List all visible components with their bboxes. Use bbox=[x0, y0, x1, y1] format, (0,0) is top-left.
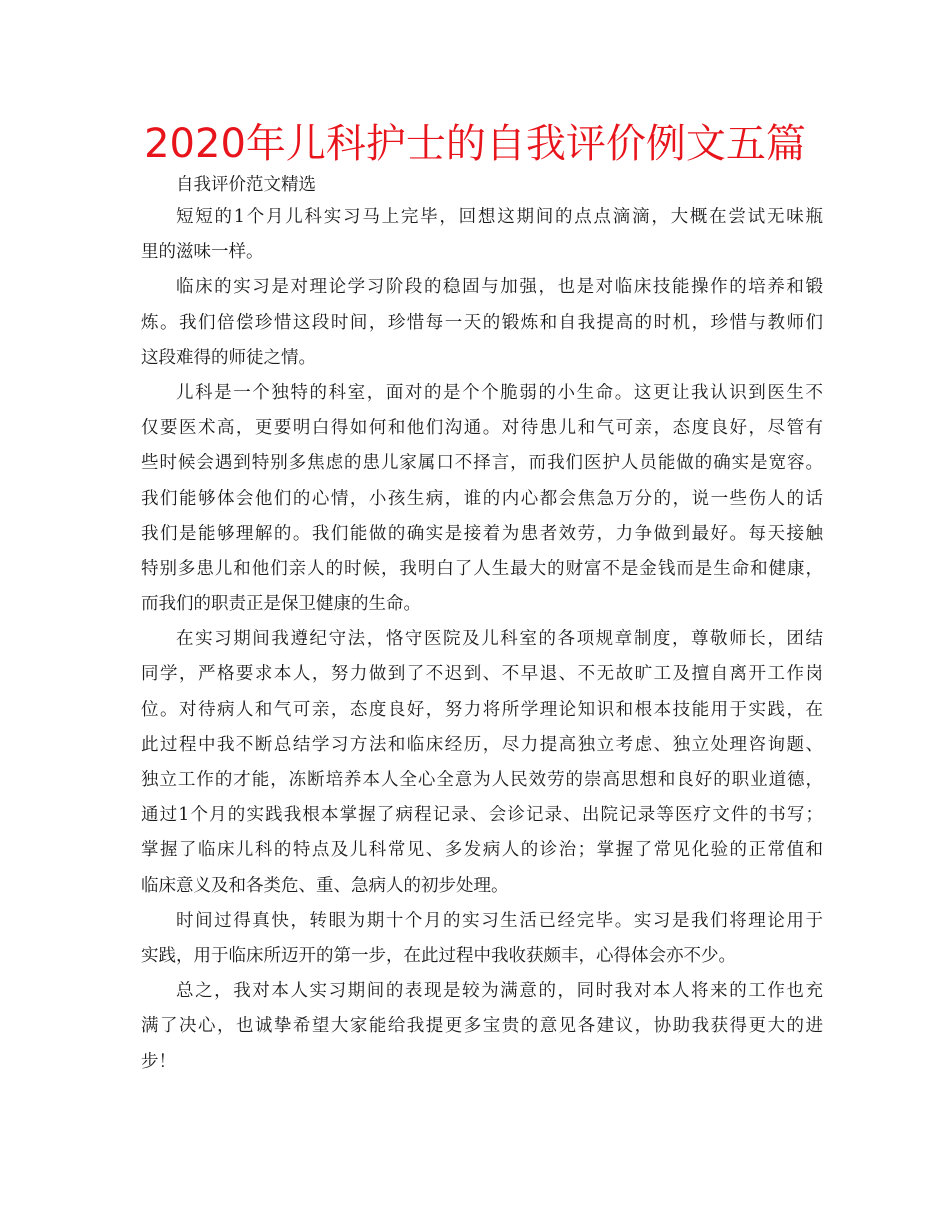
paragraph-line: 步！ bbox=[141, 1051, 176, 1072]
paragraph-line: 实践，用于临床所迈开的第一步，在此过程中我收获颇丰，心得体会亦不少。 bbox=[141, 945, 736, 966]
paragraph-line: 独立工作的才能，冻断培养本人全心全意为人民效劳的崇高思想和良好的职业道德， bbox=[141, 770, 823, 790]
paragraph-line: 炼。我们倍偿珍惜这段时间，珍惜每一天的锻炼和自我提高的时机，珍惜与教师们 bbox=[141, 312, 823, 333]
paragraph-line: 些时候会遇到特别多焦虑的患儿家属口不择言，而我们医护人员能做的确实是宽容。 bbox=[141, 453, 823, 474]
paragraph-line: 临床的实习是对理论学习阶段的稳固与加强，也是对临床技能操作的培养和锻 bbox=[176, 277, 823, 298]
paragraph-line: 我们是能够理解的。我们能做的确实是接着为患者效劳，力争做到最好。每天接触 bbox=[141, 523, 823, 544]
paragraph-line: 我们能够体会他们的心情，小孩生病，谁的内心都会焦急万分的，说一些伤人的话 bbox=[141, 488, 823, 509]
paragraph-line: 这段难得的师徒之情。 bbox=[141, 347, 316, 368]
paragraph-line: 临床意义及和各类危、重、急病人的初步处理。 bbox=[141, 875, 509, 896]
paragraph-line: 特别多患儿和他们亲人的时候，我明白了人生最大的财富不是金钱而是生命和健康， bbox=[141, 558, 823, 579]
paragraph bbox=[141, 904, 823, 974]
paragraph-line: 同学，严格要求本人，努力做到了不迟到、不早退、不无故旷工及擅自离开工作岗 bbox=[141, 664, 823, 685]
paragraph-line: 通过1个月的实践我根本掌握了病程记录、会诊记录、出院记录等医疗文件的书写； bbox=[141, 805, 823, 826]
paragraph-line: 仅要医术高，更要明白得如何和他们沟通。对待患儿和气可亲，态度良好，尽管有 bbox=[141, 418, 823, 439]
paragraph-line: 里的滋味一样。 bbox=[141, 242, 264, 263]
paragraph-line: 总之，我对本人实习期间的表现是较为满意的，同时我对本人将来的工作也充 bbox=[176, 981, 823, 1002]
paragraph bbox=[141, 376, 823, 622]
paragraph bbox=[141, 270, 823, 376]
document-body bbox=[141, 170, 823, 1080]
paragraph-line: 掌握了临床儿科的特点及儿科常见、多发病人的诊治；掌握了常见化验的正常值和 bbox=[141, 840, 823, 861]
paragraph-line: 短短的1个月儿科实习马上完毕，回想这期间的点点滴滴，大概在尝试无味瓶 bbox=[176, 207, 823, 227]
document-subtitle: 自我评价范文精选 bbox=[176, 175, 316, 195]
paragraph-line: 位。对待病人和气可亲，态度良好，努力将所学理论知识和根本技能用于实践，在 bbox=[141, 699, 823, 720]
document-title: 2020年儿科护士的自我评价例文五篇 bbox=[144, 121, 806, 167]
paragraph-line: 在实习期间我遵纪守法，恪守医院及儿科室的各项规章制度，尊敬师长，团结 bbox=[176, 629, 823, 650]
paragraph-line: 时间过得真快，转眼为期十个月的实习生活已经完毕。实习是我们将理论用于 bbox=[176, 910, 823, 931]
paragraph bbox=[141, 200, 823, 270]
paragraph-line: 此过程中我不断总结学习方法和临床经历，尽力提高独立考虑、独立处理咨询题、 bbox=[141, 734, 823, 755]
paragraph-line: 而我们的职责正是保卫健康的生命。 bbox=[141, 594, 421, 615]
paragraph bbox=[141, 622, 823, 904]
paragraph bbox=[141, 974, 823, 1080]
paragraph-line: 儿科是一个独特的科室，面对的是个个脆弱的小生命。这更让我认识到医生不 bbox=[176, 382, 823, 403]
paragraph-line: 满了决心，也诚挚希望大家能给我提更多宝贵的意见各建议，协助我获得更大的进 bbox=[141, 1016, 823, 1037]
